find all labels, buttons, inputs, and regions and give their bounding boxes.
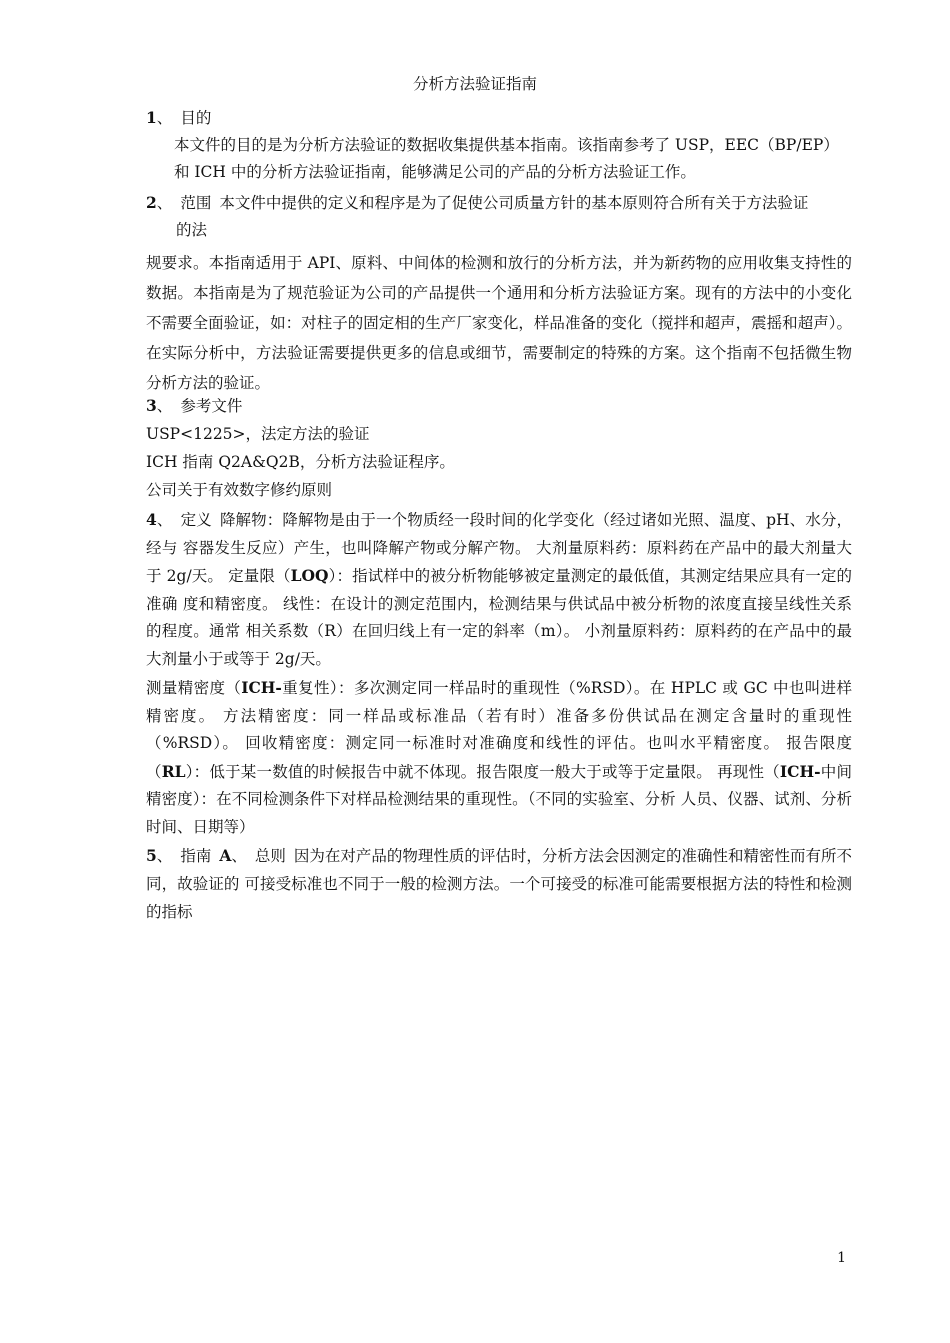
definitions-text: 重复性）：多次测定同一样品时的重现性（%RSD）。在 HPLC 或 GC 中也叫进样精密度。 方法精密度：同一样品或标准品（若有时）准备多份供试品在测定含量时的重现性（%RSD）。 回收精密度：测定同一标准时对准确度和线性的评估。也叫水平精密度。 报告限度（ — [146, 679, 852, 781]
section-4 — [146, 506, 852, 673]
section-separator: 、 — [156, 397, 173, 415]
section-separator: 、 — [156, 194, 173, 212]
section-3-heading — [146, 392, 852, 420]
section-separator: 、 — [156, 847, 173, 865]
definitions-text: 降解物：降解物是由于一个物质经一段时间的化学变化（经过诸如光照、温度、pH、水分，经与 容器发生反应）产生，也叫降解产物或分解产物。 大剂量原料药：原料药在产品中的最大剂量大于 2g/天。 定量限（ — [146, 511, 852, 585]
subsection-separator: 、 — [231, 847, 247, 865]
guidance-text: 因为在对产品的物理性质的评估时，分析方法会因测定的准确性和精密性而有所不同，故验证的 可接受标准也不同于一般的检测方法。一个可接受的标准可能需要根据方法的特性和检测的指标 — [146, 847, 852, 921]
section-2-heading — [146, 189, 852, 217]
section-number: 5 — [146, 846, 157, 865]
reference-item: ICH 指南 Q2A&Q2B，分析方法验证程序。 — [146, 453, 455, 471]
definitions-text: ）：指试样中的被分析物能够被定量测定的最低值，其测定结果应具有一定的准确 度和精密度。 线性：在设计的测定范围内，检测结果与供试品中被分析物的浓度直接呈线性关系的程度。通常 相关系数（R）在回归线上有一定的斜率（m）。 小剂量原料药：原料药的在产品中的最大剂量小于或等于 2g/天。 — [146, 567, 852, 668]
section-4-precision — [146, 674, 852, 841]
loq-term: LOQ — [290, 566, 329, 585]
section-number: 2 — [146, 193, 157, 212]
section-1 — [146, 104, 852, 186]
section-number: 1 — [146, 108, 157, 127]
section-2-paragraph: 规要求。本指南适用于 API、原料、中间体的检测和放行的分析方法，并为新药物的应用收集支持性的数据。本指南是为了规范验证为公司的产品提供一个通用和分析方法验证方案。现有的方法中的小变化不需要全面验证，如：对柱子的固定相的生产厂家变化，样品准备的变化（搅拌和超声，震摇和超声）。在实际分析中，方法验证需要提供更多的信息或细节，需要制定的特殊的方案。这个指南不包括微生物分析方法的验证。 — [146, 254, 852, 392]
section-number: 3 — [146, 396, 157, 415]
section-1-line-1: 本文件的目的是为分析方法验证的数据收集提供基本指南。该指南参考了 USP，EEC（BP/EP） — [174, 136, 839, 154]
section-3 — [146, 392, 852, 504]
section-1-line-2: 和 ICH 中的分析方法验证指南，能够满足公司的产品的分析方法验证工作。 — [174, 163, 696, 181]
section-title: 定义 — [180, 511, 212, 529]
definitions-text: 测量精密度（ — [146, 679, 242, 697]
document-title: 分析方法验证指南 — [412, 75, 537, 93]
section-2-line-2: 的法 — [176, 221, 208, 239]
section-2-line-1: 本文件中提供的定义和程序是为了促使公司质量方针的基本原则符合所有关于方法验证 — [219, 194, 809, 212]
rl-term: RL — [161, 761, 186, 781]
section-2 — [146, 189, 852, 398]
reference-item: 公司关于有效数字修约原则 — [146, 481, 333, 499]
section-separator: 、 — [156, 109, 173, 127]
section-separator: 、 — [156, 511, 173, 529]
section-1-heading — [146, 104, 852, 132]
section-title: 参考文件 — [180, 397, 243, 415]
subsection-title: 总则 — [254, 847, 286, 865]
section-title: 指南 — [180, 847, 212, 865]
ich-term: ICH- — [241, 678, 282, 697]
reference-item: USP<1225>，法定方法的验证 — [146, 425, 370, 443]
section-number: 4 — [146, 510, 157, 529]
page-number: 1 — [837, 1250, 846, 1266]
section-title: 目的 — [180, 109, 212, 127]
definitions-text: ）：低于某一数值的时候报告中就不体现。报告限度一般大于或等于定量限。 再现性（ — [185, 762, 780, 781]
ich-term: ICH- — [779, 761, 821, 781]
subsection-letter: A — [219, 846, 232, 865]
section-5 — [146, 842, 852, 926]
definitions-text: 中间精密度）：在不同检测条件下对样品检测结果的重现性。（不同的实验室、分析 人员、仪器、试剂、分析时间、日期等） — [146, 762, 852, 836]
section-title: 范围 — [180, 194, 212, 212]
